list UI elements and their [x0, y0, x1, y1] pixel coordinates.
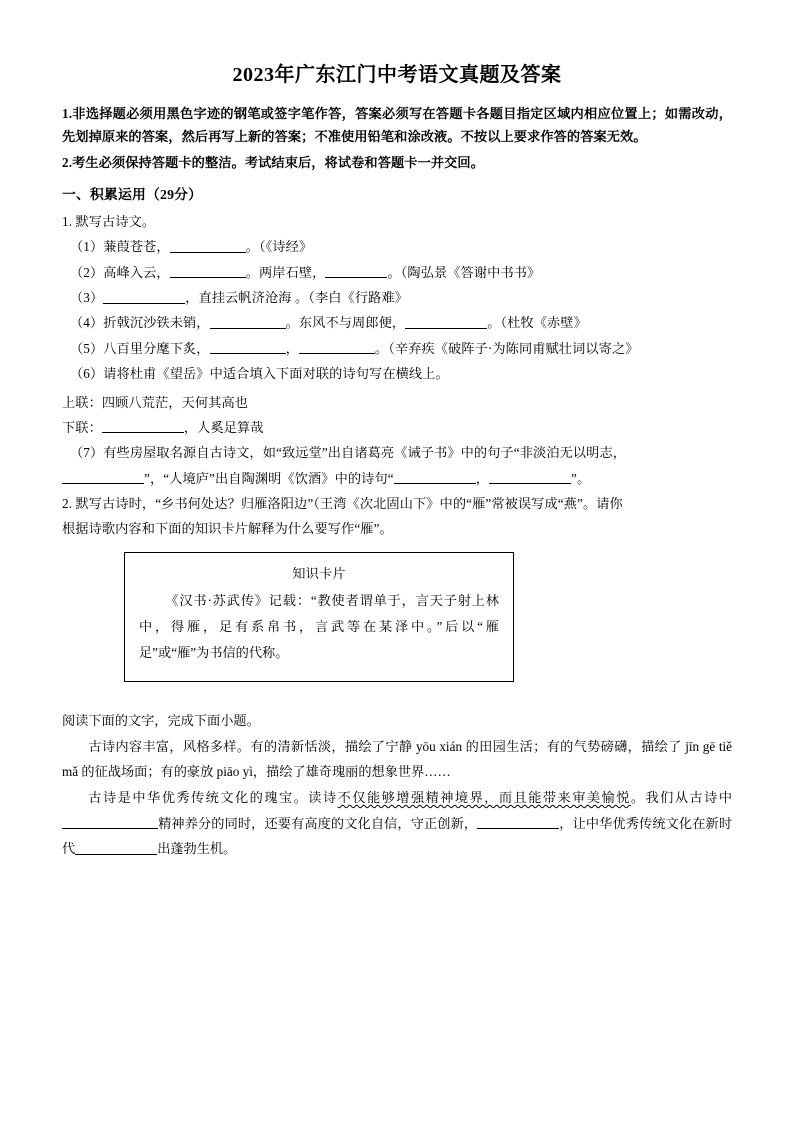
item-text-b3: ”。 — [571, 470, 591, 486]
para2-text-a: 古诗是中华优秀传统文化的瑰宝。读诗 — [88, 790, 338, 805]
question-1-item-2 — [62, 260, 732, 285]
couplet-lower — [62, 415, 732, 440]
fill-blank — [103, 290, 185, 304]
couplet-upper: 上联：四顾八荒茫，天何其高也 — [62, 394, 249, 410]
question-1-item-4 — [62, 310, 732, 335]
item-text-after: ，直挂云帆济沧海 。（李白《行路难》 — [185, 290, 408, 306]
squiggle-underlined-sentence: 不仅能够增强精神境界，而且能带来审美愉悦 — [337, 790, 631, 805]
reading-lead: 阅读下面的文字，完成下面小题。 — [62, 712, 260, 728]
question-1-item-7 — [62, 440, 732, 465]
item-text-after: 。（陶弘景《答谢中书书》 — [387, 264, 541, 280]
item-text-before: 高峰入云， — [103, 264, 170, 280]
item-text-before: 折戟沉沙铁未销， — [103, 315, 210, 331]
couplet-lower-suffix: ，人奚足算哉 — [183, 419, 264, 435]
item-text-after: 。（《诗经》 — [245, 239, 313, 255]
item-number: （3） — [70, 290, 104, 306]
fill-blank — [477, 816, 559, 830]
question-1-item-5 — [62, 336, 732, 361]
fill-blank — [62, 471, 144, 485]
fill-blank — [62, 816, 158, 830]
exam-notice-2: 2.考生必须保持答题卡的整洁。考试结束后，将试卷和答题卡一并交回。 — [62, 155, 484, 171]
pinyin-annotation-1: yōu xián — [415, 738, 463, 754]
fill-blank — [102, 420, 184, 434]
page-title: 2023年广东江门中考语文真题及答案 — [232, 64, 562, 86]
reading-paragraph-2 — [62, 785, 732, 862]
item-number: （1） — [70, 239, 104, 255]
question-2-stem-line-1: 2. 默写古诗时，“乡书何处达？归雁洛阳边”（王湾《次北固山下》中的“雁”常被误写成“燕”。请你 — [62, 495, 623, 511]
question-1-item-3 — [62, 285, 732, 310]
item-number: （5） — [70, 340, 104, 356]
exam-notice-1: 1.非选择题必须用黑色字迹的钢笔或签字笔作答，答案必须写在答题卡各题目指定区域内相应位置上；如需改动，先划掉原来的答案，然后再写上新的答案；不准使用铅笔和涂改液。不按以上要求作答的答案无效。 — [62, 106, 732, 144]
pinyin-annotation-2: jīn gē tiě mǎ — [62, 738, 732, 780]
reading-paragraph-1 — [62, 734, 732, 785]
question-1-item-6 — [62, 361, 732, 386]
para2-text-e: 新时代 — [62, 815, 733, 857]
section-heading: 一、积累运用（29分） — [62, 187, 203, 203]
item-text-b1: ”，“人境庐”出自陶渊明《饮酒》中的诗句“ — [144, 470, 394, 486]
para2-text-f: 出蓬勃生机。 — [157, 841, 237, 857]
item-text-b2: ， — [475, 470, 489, 486]
question-1-item-7-cont — [62, 466, 732, 491]
pinyin-annotation-3: piāo yì — [216, 764, 253, 780]
item-number: （2） — [70, 264, 104, 280]
fill-blank — [489, 471, 571, 485]
fill-blank — [405, 316, 487, 330]
item-text-mid: ， — [285, 340, 299, 356]
item-text-before: 蒹葭苍苍， — [103, 239, 170, 255]
knowledge-card-body: 《汉书·苏武传》记载：“教使者谓单于，言天子射上林中，得雁，足有系帛书，言武等在某泽中。”后以“雁足”或“雁”为书信的代称。 — [139, 592, 499, 661]
question-1-item-1 — [62, 234, 732, 259]
fill-blank — [75, 842, 157, 856]
question-2-stem-line-2: 根据诗歌内容和下面的知识卡片解释为什么要写作“雁”。 — [62, 521, 393, 537]
item-text-after: 。（辛弃疾《破阵子·为陈同甫赋壮词以寄之》 — [374, 340, 639, 356]
question-1-stem: 1. 默写古诗文。 — [62, 214, 156, 230]
fill-blank — [394, 471, 476, 485]
item-text-mid: 。两岸石壁， — [245, 264, 326, 280]
para1-text-a: 古诗内容丰富，风格多样。有的清新恬淡，描绘了宁静 — [88, 738, 416, 754]
fill-blank — [170, 240, 246, 254]
para1-text-b: 的田园生活；有的气势磅礴，描绘了 — [462, 738, 686, 754]
para2-text-d: ，让中华优秀传统文化在 — [559, 815, 706, 831]
item-number: （4） — [70, 315, 104, 331]
item-text-a: （7）有些房屋取名源自古诗文，如“致远堂”出自诸葛亮《诫子书》中的句子“非淡泊无以明志， — [70, 445, 627, 461]
fill-blank — [299, 341, 375, 355]
item-number: （6） — [70, 366, 104, 382]
item-text-after: 。（杜牧《赤壁》 — [487, 315, 587, 331]
knowledge-card-title: 知识卡片 — [292, 565, 346, 581]
fill-blank — [325, 265, 387, 279]
item-text-before: 八百里分麾下炙， — [103, 340, 210, 356]
item-text-mid: 。东风不与周郎便， — [285, 315, 406, 331]
fill-blank — [210, 341, 286, 355]
para1-text-c: 的征战场面；有的豪放 — [78, 764, 217, 780]
couplet-lower-prefix: 下联： — [62, 419, 102, 435]
fill-blank — [170, 265, 246, 279]
para1-text-d: ，描绘了雄奇瑰丽的想象世界…… — [252, 764, 451, 780]
item-text: 请将杜甫《望岳》中适合填入下面对联的诗句写在横线上。 — [103, 366, 449, 382]
fill-blank — [210, 316, 286, 330]
para2-text-b: 。我们从古诗中 — [630, 790, 733, 805]
para2-text-c: 精神养分的同时，还要有高度的文化自信，守正创新， — [158, 815, 478, 831]
knowledge-card — [124, 552, 514, 682]
